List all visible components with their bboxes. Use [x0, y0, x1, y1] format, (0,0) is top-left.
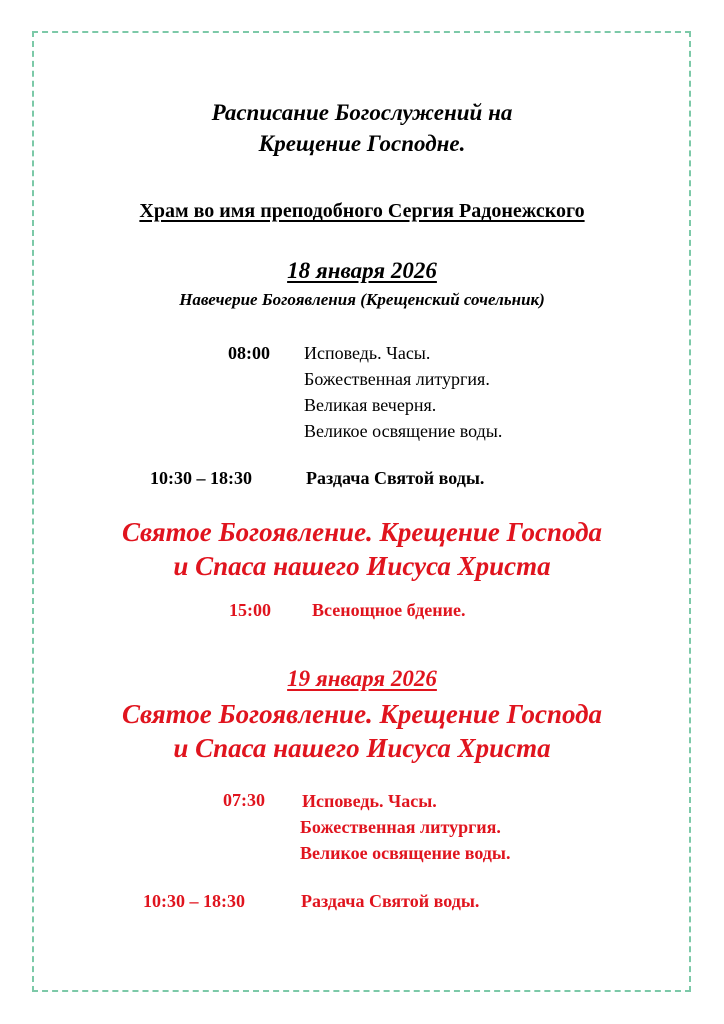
- day2-feast-line-2: и Спаса нашего Иисуса Христа: [173, 733, 551, 763]
- feast1-service: Всенощное бдение.: [312, 600, 466, 620]
- day1-service-3: Великая вечерня.: [304, 395, 437, 415]
- feast1-time: 15:00: [229, 600, 271, 620]
- day2-time-2: 10:30 – 18:30: [143, 891, 245, 911]
- title-line-1: Расписание Богослужений на: [211, 100, 513, 125]
- day1-time-1: 08:00: [228, 343, 270, 363]
- day1-date: 18 января 2026: [287, 258, 437, 283]
- title-line-2: Крещение Господне.: [258, 131, 466, 156]
- day1-service-4: Великое освящение воды.: [304, 421, 503, 441]
- day1-subtitle: Навечерие Богоявления (Крещенский сочельник): [179, 290, 545, 309]
- day2-service-1: Исповедь. Часы.: [302, 791, 437, 811]
- feast1-line-2: и Спаса нашего Иисуса Христа: [173, 551, 551, 581]
- day1-service-1: Исповедь. Часы.: [304, 343, 431, 363]
- day1-water-distribution: Раздача Святой воды.: [306, 468, 485, 488]
- feast1-line-1: Святое Богоявление. Крещение Господа: [121, 517, 603, 547]
- day2-service-3: Великое освящение воды.: [300, 843, 511, 863]
- day2-time-1: 07:30: [223, 790, 265, 810]
- church-name: Храм во имя преподобного Сергия Радонежского: [139, 200, 585, 222]
- day2-service-2: Божественная литургия.: [300, 817, 501, 837]
- day2-water-distribution: Раздача Святой воды.: [301, 891, 480, 911]
- day1-time-2: 10:30 – 18:30: [150, 468, 252, 488]
- day1-service-2: Божественная литургия.: [304, 369, 490, 389]
- day2-feast-line-1: Святое Богоявление. Крещение Господа: [121, 699, 603, 729]
- day2-date: 19 января 2026: [287, 666, 437, 691]
